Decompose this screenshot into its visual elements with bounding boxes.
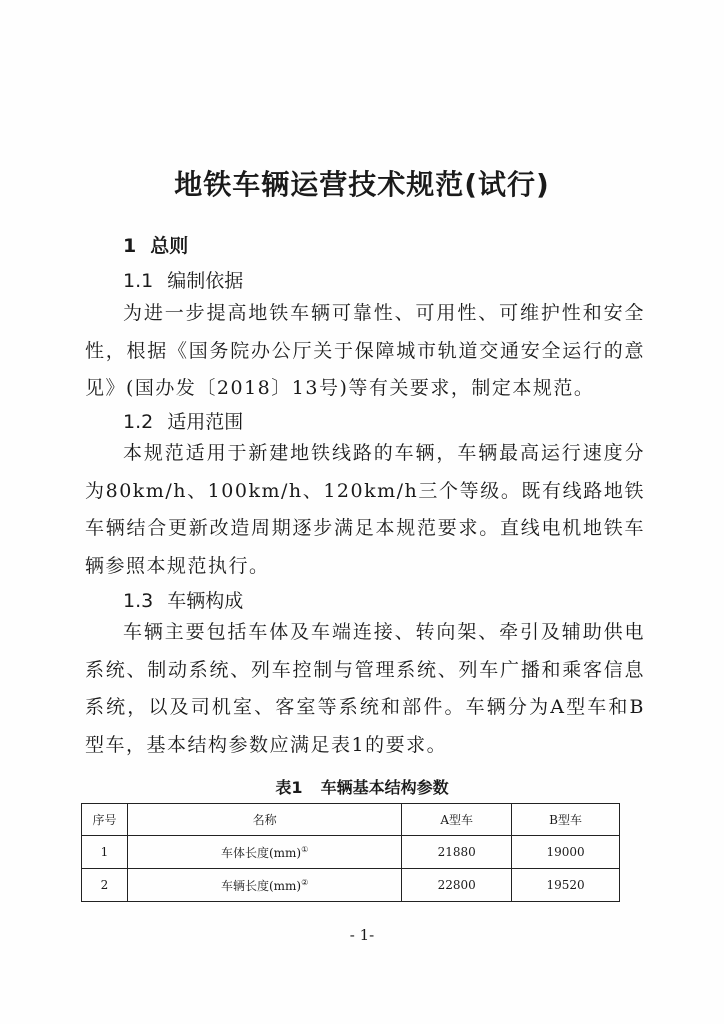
section-number: 1.1 [123,270,154,292]
cell-name [127,869,401,902]
cell-type-a: 21880 [402,836,512,869]
section-1-1-body: 为进一步提高地铁车辆可靠性、可用性、可维护性和安全性，根据《国务院办公厅关于保障城市轨道交通安全运行的意见》(国办发〔2018〕13号)等有关要求，制定本规范。 [85,302,645,399]
section-1-1-heading [123,266,243,293]
cell-name-text: 车体长度(mm) [220,845,302,860]
table-row [82,869,620,902]
table-label: 表1 [275,778,303,797]
table-caption-text: 车辆基本结构参数 [320,778,449,797]
table-row [82,836,620,869]
cell-type-a: 22800 [402,869,512,902]
section-number: 1 [123,235,137,257]
section-title: 车辆构成 [167,590,244,612]
header-type-b: B型车 [512,804,620,836]
footnote-mark: ② [301,877,309,887]
section-title: 总则 [150,235,189,257]
document-title: 地铁车辆运营技术规范(试行) [174,168,550,201]
cell-name [127,836,401,869]
cell-type-b: 19000 [512,836,620,869]
cell-type-b: 19520 [512,869,620,902]
table-caption [0,775,724,798]
table-header-row [82,804,620,836]
cell-index: 1 [82,836,128,869]
section-title: 编制依据 [167,270,244,292]
header-index: 序号 [82,804,128,836]
footnote-mark: ① [301,844,309,854]
header-name: 名称 [127,804,401,836]
section-1-heading [123,231,188,258]
header-type-a: A型车 [402,804,512,836]
section-number: 1.3 [123,590,154,612]
section-number: 1.2 [123,411,154,433]
section-1-3-body: 车辆主要包括车体及车端连接、转向架、牵引及辅助供电系统、制动系统、列车控制与管理系统、列车广播和乘客信息系统，以及司机室、客室等系统和部件。车辆分为A型车和B型车，基本结构参数应满足表1的要求。 [85,621,645,756]
section-1-2-heading [123,407,243,434]
section-1-2-body: 本规范适用于新建地铁线路的车辆，车辆最高运行速度分为80km/h、100km/h、120km/h三个等级。既有线路地铁车辆结合更新改造周期逐步满足本规范要求。直线电机地铁车辆参照本规范执行。 [85,442,645,577]
cell-index: 2 [82,869,128,902]
cell-name-text: 车辆长度(mm) [220,878,302,893]
section-title: 适用范围 [167,411,244,433]
vehicle-params-table [81,803,620,902]
page-number: - 1- [349,926,375,944]
section-1-3-heading [123,586,243,613]
